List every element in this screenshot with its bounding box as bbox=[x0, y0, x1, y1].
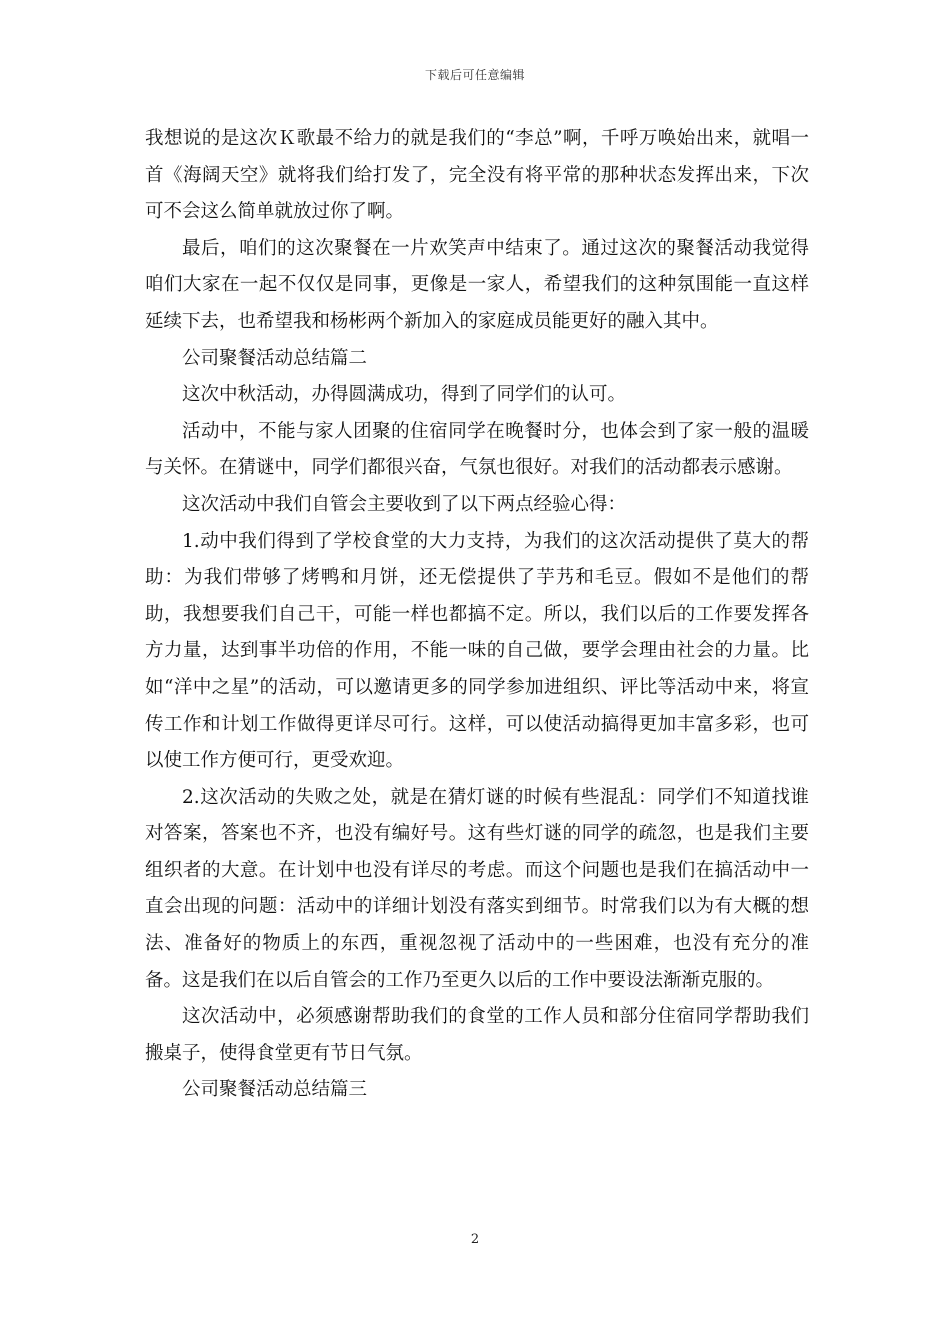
paragraph-thanks: 这次活动中，必须感谢帮助我们的食堂的工作人员和部分住宿同学帮助我们搬桌子，使得食堂更有节日气氛。 bbox=[145, 1006, 809, 1064]
document-body bbox=[145, 121, 809, 1109]
paragraph-lesson-one: 1.动中我们得到了学校食堂的大力支持，为我们的这次活动提供了莫大的帮助：为我们带够了烤鸭和月饼，还无偿提供了芋艿和毛豆。假如不是他们的帮助，我想要我们自己干，可能一样也都搞不定。所以，我们以后的工作要发挥各方力量，达到事半功倍的作用，不能一味的自己做，要学会理由社会的力量。比如“洋中之星”的活动，可以邀请更多的同学参加进组织、评比等活动中来，将宣传工作和计划工作做得更详尽可行。这样，可以使活动搞得更加丰富多彩，也可以使工作方便可行，更受欢迎。 bbox=[145, 530, 809, 772]
paragraph-lesson-two: 2.这次活动的失败之处，就是在猜灯谜的时候有些混乱：同学们不知道找谁对答案，答案也不齐，也没有编好号。这有些灯谜的同学的疏忽，也是我们主要组织者的大意。在计划中也没有详尽的考虑。而这个问题也是我们在搞活动中一直会出现的问题：活动中的详细计划没有落实到细节。时常我们以为有大概的想法、准备好的物质上的东西，重视忽视了活动中的一些困难，也没有充分的准备。这是我们在以后自管会的工作乃至更久以后的工作中要设法渐渐克服的。 bbox=[145, 786, 809, 991]
section-heading-part-two: 公司聚餐活动总结篇二 bbox=[182, 347, 368, 369]
paragraph-mid-autumn: 这次中秋活动，办得圆满成功，得到了同学们的认可。 bbox=[182, 384, 627, 406]
paragraph-ktv: 我想说的是这次Ｋ歌最不给力的就是我们的“李总”啊，千呼万唤始出来，就唱一首《海阔天空》就将我们给打发了，完全没有将平常的那种状态发挥出来，下次可不会这么简单就放过你了啊。 bbox=[145, 128, 809, 223]
paragraph-conclusion: 最后，咱们的这次聚餐在一片欢笑声中结束了。通过这次的聚餐活动我觉得咱们大家在一起不仅仅是同事，更像是一家人，希望我们的这种氛围能一直这样延续下去，也希望我和杨彬两个新加入的家庭成员能更好的融入其中。 bbox=[145, 237, 809, 332]
page-number: 2 bbox=[470, 1232, 480, 1247]
paragraph-lessons-intro: 这次活动中我们自管会主要收到了以下两点经验心得： bbox=[182, 493, 627, 515]
section-heading-part-three: 公司聚餐活动总结篇三 bbox=[182, 1079, 368, 1101]
page-header-note: 下载后可任意编辑 bbox=[424, 68, 525, 82]
paragraph-activity: 活动中，不能与家人团聚的住宿同学在晚餐时分，也体会到了家一般的温暖与关怀。在猜谜中，同学们都很兴奋，气氛也很好。对我们的活动都表示感谢。 bbox=[145, 420, 809, 479]
